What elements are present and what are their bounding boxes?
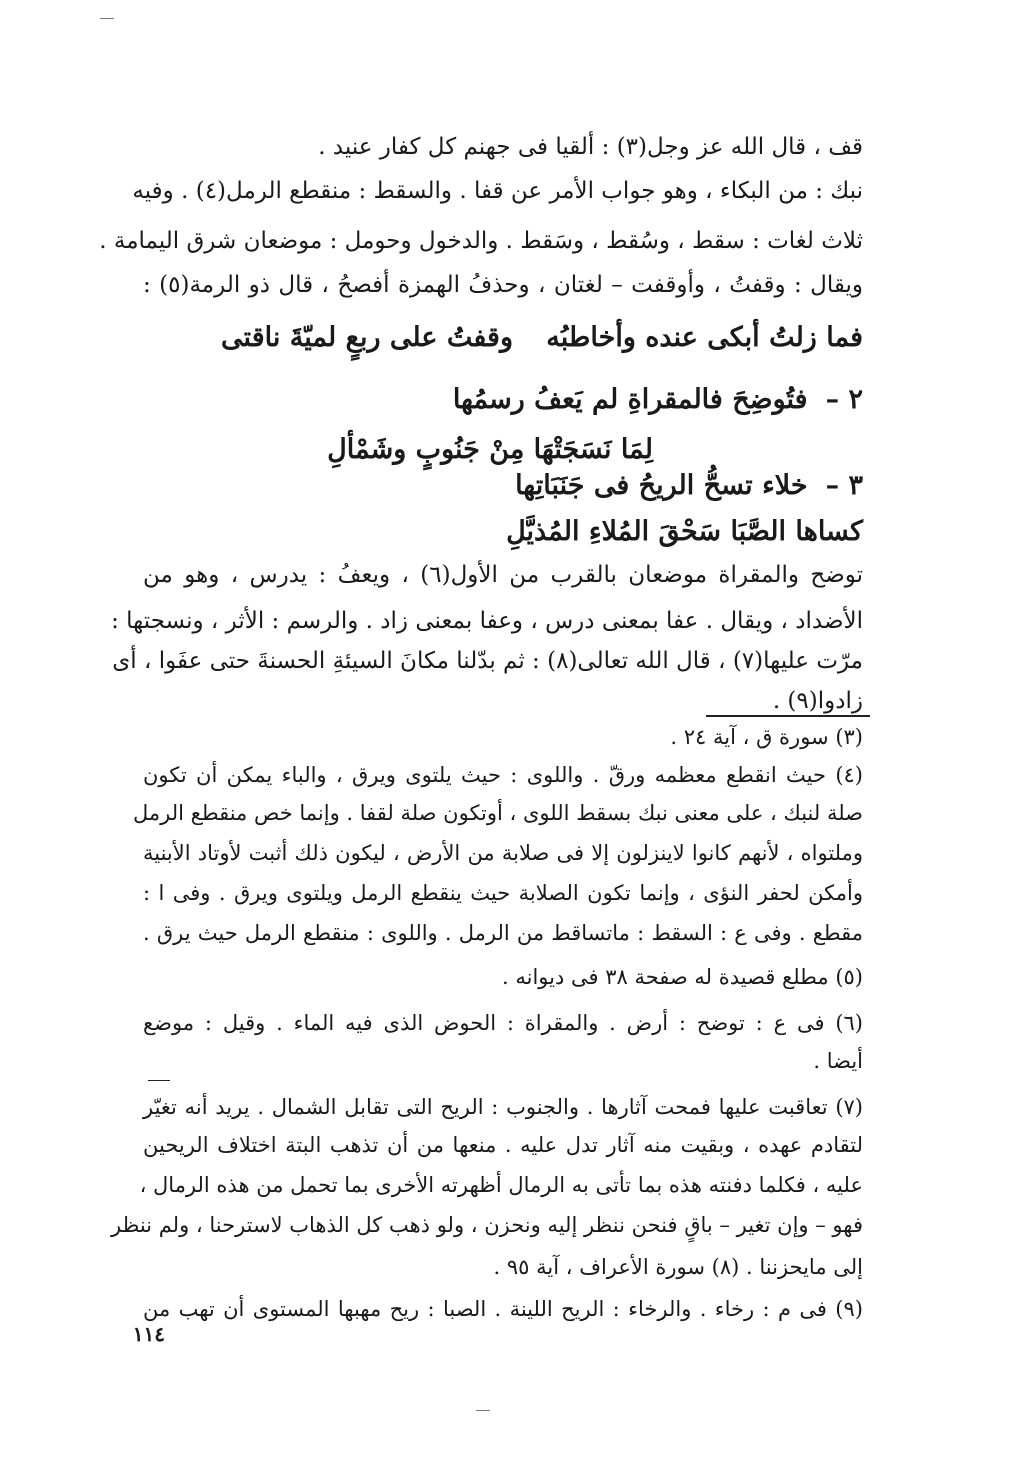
commentary-line: الأضداد ، ويقال . عفا بمعنى درس ، وعفا بمعنى زاد . والرسم : الأثر ، ونسجتها : xyxy=(111,608,863,634)
verse-hemistich: خلاء تسحُّ الريحُ فى جَنَبَاتِها xyxy=(515,470,808,501)
margin-mark xyxy=(476,1410,490,1411)
main-text-line: ثلاث لغات : سقط ، وسُقط ، وسَقط . والدخول وحومل : موضعان شرق اليمامة . xyxy=(99,228,863,254)
footnote-line: وملتواه ، لأنهم كانوا لاينزلون إلا فى صلابة من الأرض ، ليكون ذلك أثبت لأوتاد الأبنية xyxy=(143,841,863,865)
footnote-line: (٦) فى ع : توضح : أرض . والمقراة : الحوض الذى فيه الماء . وقيل : موضع xyxy=(143,1011,863,1035)
main-text-line: نبك : من البكاء ، وهو جواب الأمر عن قفا . والسقط : منقطع الرمل(٤) . وفيه xyxy=(132,178,863,204)
quoted-verse-first-hemistich: وقفتُ على ربعٍ لميّةَ ناقتى xyxy=(221,322,513,353)
commentary-line: مرّت عليها(٧) ، قال الله تعالى(٨) : ثم بدّلنا مكانَ السيئةِ الحسنةَ حتى عفَوا ، أى xyxy=(112,648,863,674)
commentary-line: توضح والمقراة موضعان بالقرب من الأول(٦) ، ويعفُ : يدرس ، وهو من xyxy=(143,562,864,588)
footnote-line: لتقادم عهده ، وبقيت منه آثار تدل عليه . منعها من أن تذهب البتة اختلاف الريحين xyxy=(143,1133,863,1157)
footnote-line: (٧) تعاقبت عليها فمحت آثارها . والجنوب : الريح التى تقابل الشمال . يريد أنه تغيّر xyxy=(143,1095,863,1119)
page-number: ١١٤ xyxy=(132,1322,165,1346)
footnote-line: عليه ، فكلما دفنته هذه بما تأتى به الرمال أظهرته الأخرى بما تحمل من هذه الرمال ، xyxy=(139,1173,863,1197)
footnote-line: (٣) سورة ق ، آية ٢٤ . xyxy=(670,725,863,749)
footnote-line: (٩) فى م : رخاء . والرخاء : الريح اللينة . الصبا : ريح مهبها المستوى أن تهب من xyxy=(143,1297,863,1321)
footnote-line: فهو – وإن تغير – باقٍ فنحن ننظر إليه ونحزن ، ولو ذهب كل الذهاب لاسترحنا ، ولم ننظر xyxy=(111,1213,863,1237)
poem-verse-3-second: كساها الصَّبَا سَحْقَ المُلاءِ المُذيَّلِ xyxy=(506,516,863,547)
footnote-line: وأمكن لحفر النؤى ، وإنما تكون الصلابة حيث ينقطع الرمل ويلتوى ويرق . وفى ا : xyxy=(143,881,863,905)
footnote-line: مقطع . وفى ع : السقط : ماتساقط من الرمل . واللوى : منقطع الرمل حيث يرق . xyxy=(143,921,863,945)
main-text-line: قف ، قال الله عز وجل(٣) : ألقيا فى جهنم كل كفار عنيد . xyxy=(318,134,863,160)
footnote-line: صلة لنبك ، على معنى نبك بسقط اللوى ، أوتكون صلة لقفا . وإنما خص منقطع الرمل xyxy=(133,801,863,825)
footnote-line: (٤) حيث انقطع معظمه ورقّ . واللوى : حيث يلتوى ويرق ، والباء يمكن أن تكون xyxy=(143,763,863,787)
poem-verse-3-first xyxy=(515,466,863,506)
footnote-separator xyxy=(148,1080,170,1081)
commentary-line: زادوا(٩) . xyxy=(772,688,863,714)
footnote-line: أيضا . xyxy=(813,1049,863,1073)
margin-mark xyxy=(100,18,114,19)
footnote-line: إلى مايحزننا . (٨) سورة الأعراف ، آية ٩٥ . xyxy=(493,1255,863,1279)
main-text-line: ويقال : وقفتُ ، وأوقفت – لغتان ، وحذفُ الهمزة أفصحُ ، قال ذو الرمة(٥) : xyxy=(143,272,863,298)
poem-verse-2-second: لِمَا نَسَجَتْهَا مِنْ جَنُوبٍ وشَمْألِ xyxy=(327,434,653,465)
verse-hemistich: فتُوضِحَ فالمقراةِ لم يَعفُ رسمُها xyxy=(452,384,808,415)
poem-verse-2-first xyxy=(453,380,863,420)
verse-number: ٣ – xyxy=(825,470,863,501)
quoted-verse-second-hemistich: فما زلتُ أبكى عنده وأخاطبُه xyxy=(546,322,863,353)
footnote-separator xyxy=(706,715,870,717)
footnote-line: (٥) مطلع قصيدة له صفحة ٣٨ فى ديوانه . xyxy=(502,965,863,989)
verse-number: ٢ – xyxy=(825,384,863,415)
